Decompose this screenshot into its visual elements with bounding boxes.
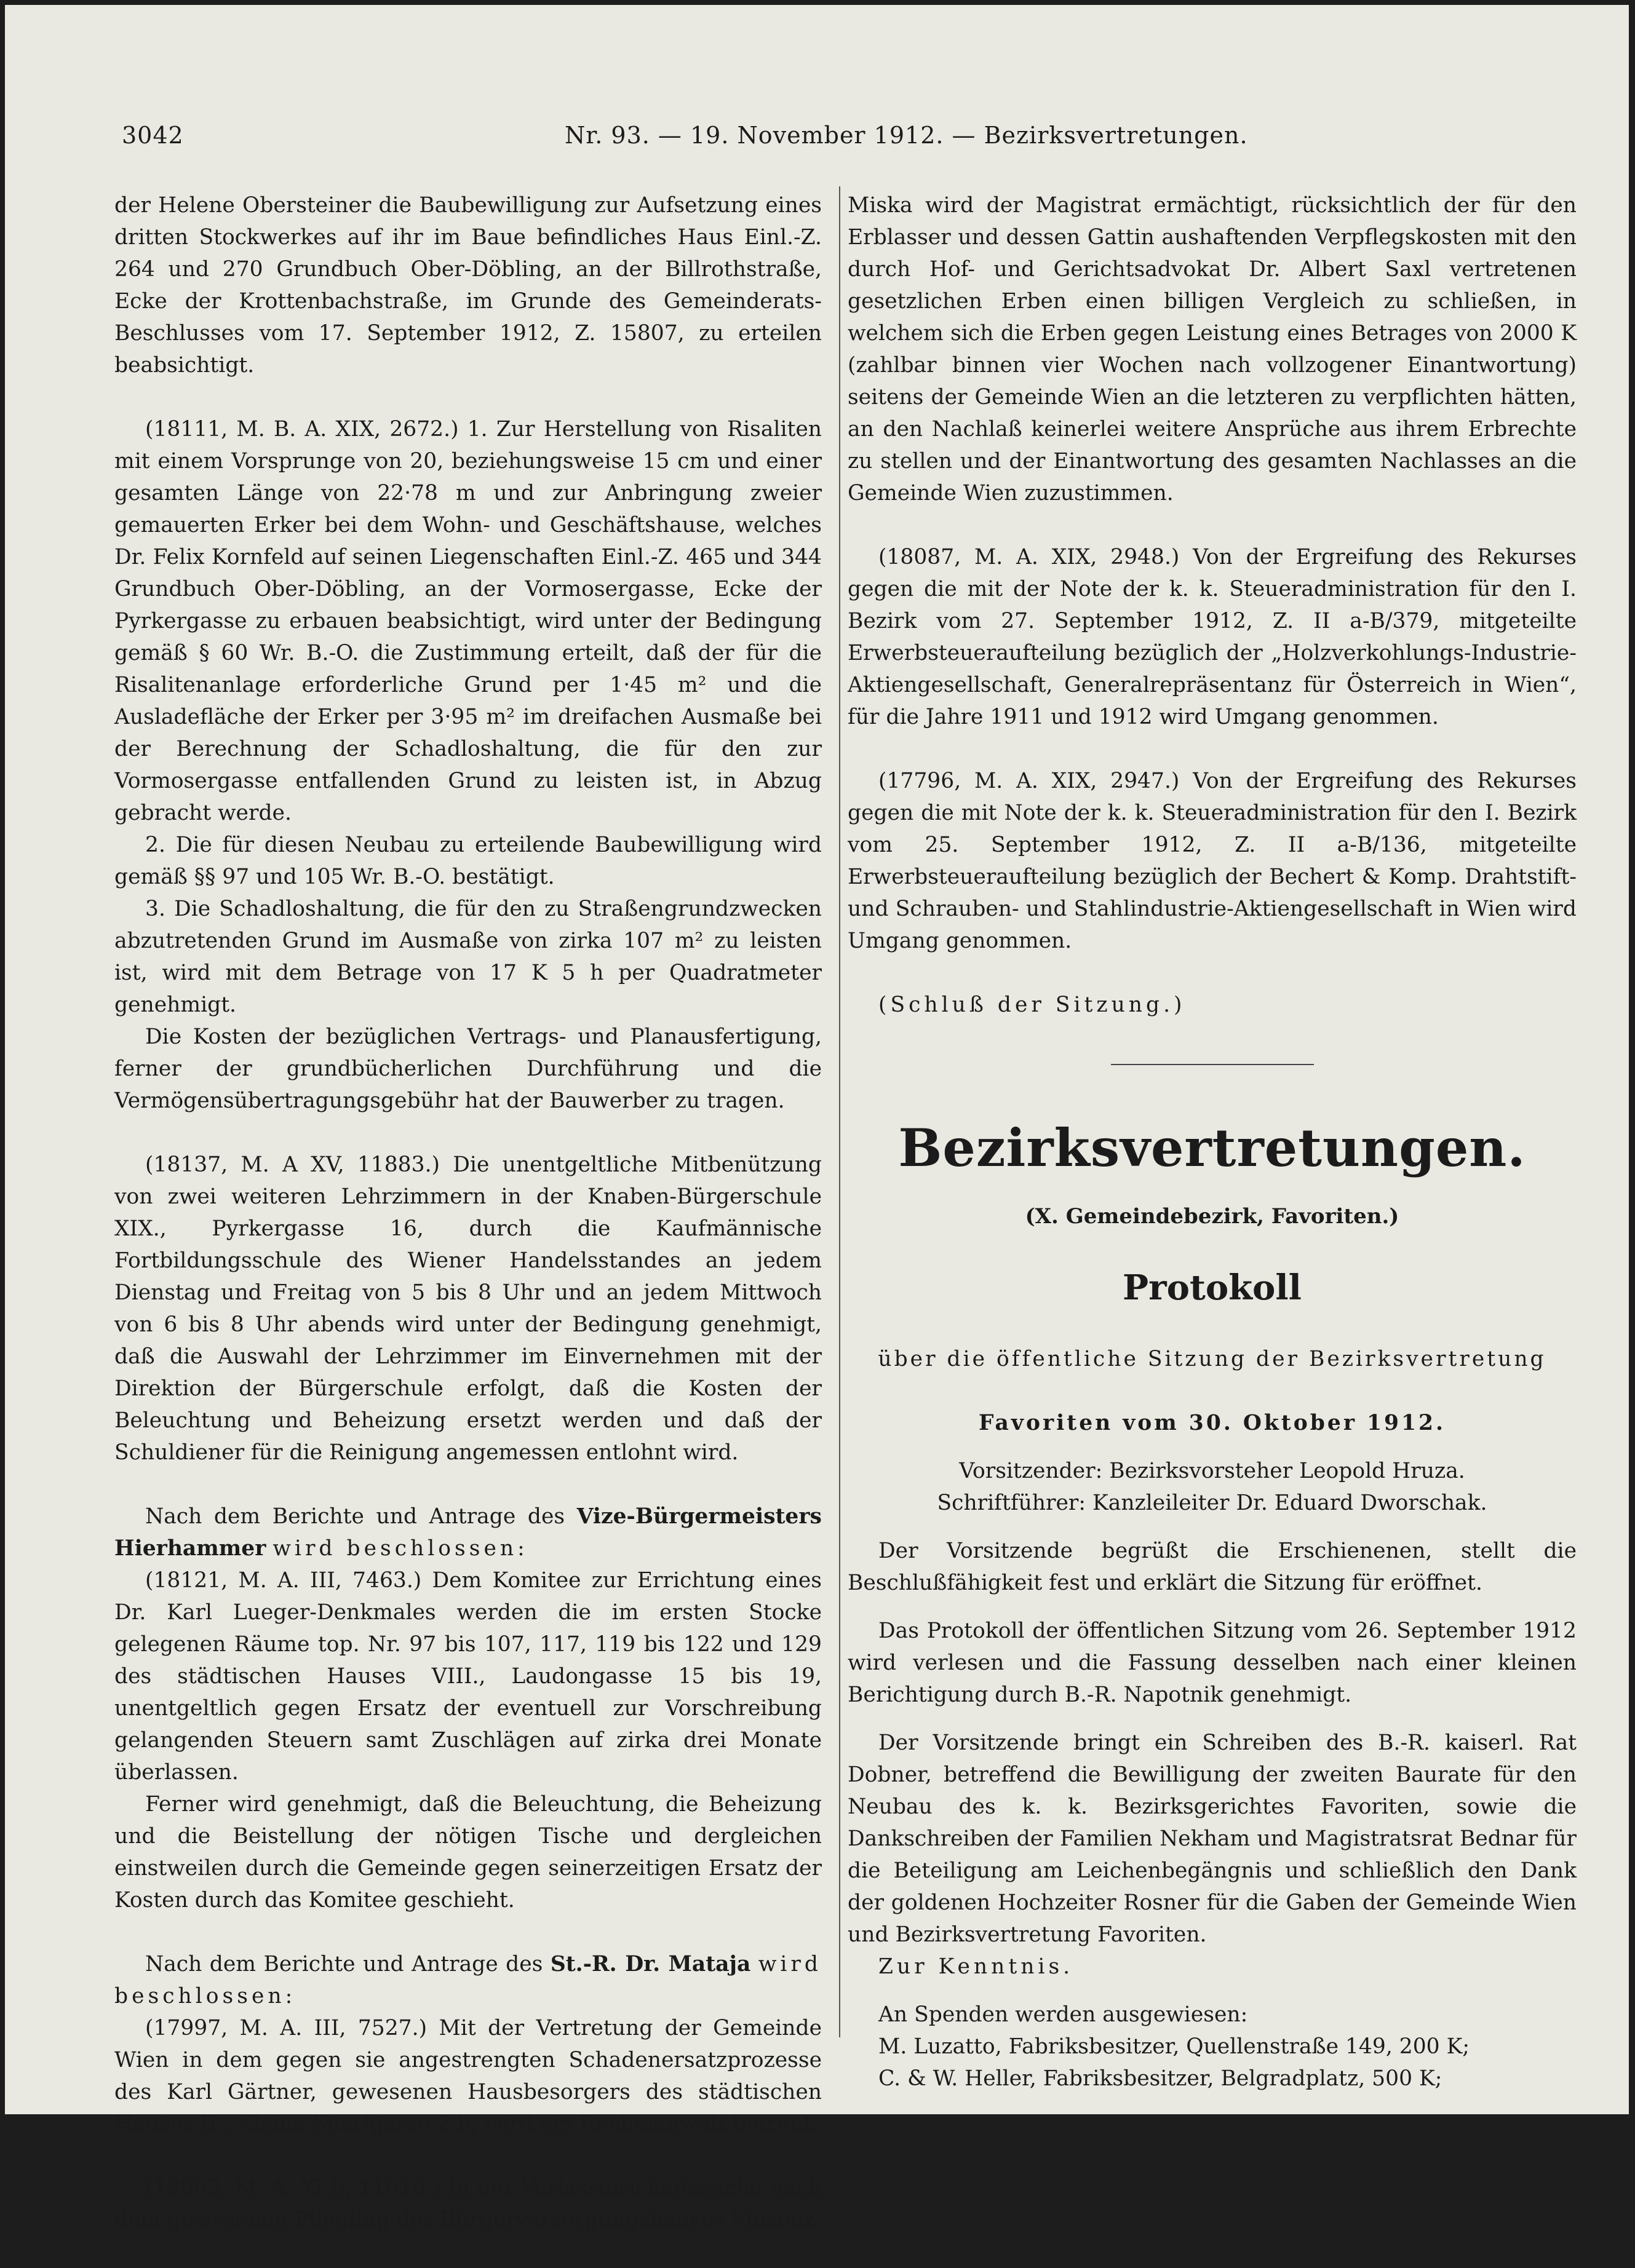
district-name: (X. Gemeindebezirk, Favoriten.): [1025, 1204, 1399, 1229]
header-title: Nr. 93. — 19. November 1912. — Bezirksvertretungen.: [565, 122, 1248, 149]
page-number: 3042: [122, 122, 184, 149]
paragraph: Das Protokoll der öffentlichen Sitzung vom 26. September 1912 wird verlesen und die Fassung desselben nach einer kleinen Berichtigung durch B.-R. Napotnik genehmigt.: [848, 1619, 1577, 1707]
paragraph: Der Vorsitzende bringt ein Schreiben des B.-R. kaiserl. Rat Dobner, betreffend die Bewilligung der zweiten Baurate für den Neubau des k. k. Bezirksgerichtes Favoriten, sowie die Dankschreiben der Familien Nekham und Magistratsrat Bednar für die Beteiligung am Leichenbegängnis und schließlich den Dank der goldenen Hochzeiter Rosner für die Gaben der Gemeinde Wien und Bezirksvertretung Favoriten.: [848, 1731, 1577, 1947]
paragraph: Ferner wird genehmigt, daß die Beleuchtung, die Beheizung und die Beistellung der nötigen Tische und dergleichen einstweilen durch die Gemeinde gegen seinerzeitigen Ersatz der Kosten durch das Komitee geschieht.: [114, 1792, 822, 1913]
chair-line: Vorsitzender: Bezirksvorsteher Leopold Hruza.: [959, 1459, 1465, 1483]
acknowledgement: Zur Kenntnis.: [878, 1954, 1074, 1979]
paragraph: Der Vorsitzende begrüßt die Erschienenen, stellt die Beschlußfähigkeit fest und erklärt die Sitzung für eröffnet.: [848, 1539, 1577, 1595]
paragraph: 2. Die für diesen Neubau zu erteilende Baubewilligung wird gemäß §§ 97 und 105 Wr. B.-O. bestätigt.: [114, 833, 822, 889]
resolution-word: wird beschlossen:: [272, 1536, 528, 1561]
resolution-word: wird beschlossen:: [114, 1952, 822, 2008]
section-title: Bezirksvertretungen.: [898, 1117, 1526, 1178]
page-header: [122, 122, 1500, 159]
speaker-name: Vize-Bürgermeisters Hierhammer: [114, 1504, 822, 1561]
protokoll-heading: Protokoll: [1123, 1267, 1302, 1308]
speaker-name: St.-R. Dr. Mataja: [550, 1952, 751, 1977]
newspaper-page: [5, 5, 1629, 2232]
column-divider: [839, 186, 840, 2037]
intro-text: Nach dem Berichte und Antrage des: [145, 1504, 565, 1529]
paragraph: Die Kosten der bezüglichen Vertrags- und Planausfertigung, ferner der grundbücherlichen Durchführung und die Vermögensübertragungsgebühr hat der Bauwerber zu tragen.: [114, 1025, 822, 1113]
right-column: [848, 189, 1577, 2095]
resolution-intro: [114, 1948, 822, 2012]
donations-intro: An Spenden werden ausgewiesen:: [878, 2002, 1248, 2027]
paragraph: (18137, M. A XV, 11883.) Die unentgeltliche Mitbenützung von zwei weiteren Lehrzimmern in der Knaben-Bürgerschule XIX., Pyrkergasse 16, durch die Kaufmännische Fortbildungsschule des Wiener Handelsstandes an jedem Dienstag und Freitag von 5 bis 8 Uhr und an jedem Mittwoch von 6 bis 8 Uhr abends wird unter der Bedingung genehmigt, daß die Auswahl der Lehrzimmer im Einvernehmen mit der Direktion der Bürgerschule erfolgt, daß die Kosten der Beleuchtung und Beheizung ersetzt werden und daß der Schuldiener für die Reinigung angemessen entlohnt wird.: [114, 1152, 822, 1465]
paragraph: (18111, M. B. A. XIX, 2672.) 1. Zur Herstellung von Risaliten mit einem Vorsprunge von 20, beziehungsweise 15 cm und einer gesamten Länge von 22·78 m und zur Anbringung zweier gemauerten Erker bei dem Wohn- und Geschäftshause, welches Dr. Felix Kornfeld auf seinen Liegenschaften Einl.-Z. 465 und 344 Grundbuch Ober-Döbling, an der Vormosergasse, Ecke der Pyrkergasse zu erbauen beabsichtigt, wird unter der Bedingung gemäß § 60 Wr. B.-O. die Zustimmung erteilt, daß der für die Risalitenanlage erforderliche Grund per 1·45 m² und die Ausladefläche der Erker per 3·95 m² im dreifachen Ausmaße bei der Berechnung der Schadloshaltung, die für den zur Vormosergasse entfallenden Grund zu leisten ist, in Abzug gebracht werde.: [114, 417, 822, 825]
resolution-intro: [114, 1501, 822, 1564]
paragraph: der Helene Obersteiner die Baubewilligung zur Aufsetzung eines dritten Stockwerkes auf ihr im Baue befindliches Haus Einl.-Z. 264 und 270 Grundbuch Ober-Döbling, an der Billrothstraße, Ecke der Krottenbachstraße, im Grunde des Gemeinderats-Beschlusses vom 17. September 1912, Z. 15807, zu erteilen beabsichtigt.: [114, 193, 822, 378]
left-column: [114, 189, 822, 2268]
protokoll-subline: über die öffentliche Sitzung der Bezirksvertretung: [878, 1347, 1546, 1371]
intro-text: Nach dem Berichte und Antrage des: [145, 1952, 543, 1977]
paragraph: (18063, M. A. XI b, 11610.) In der Verlassenschaftssache nach dem gewesenen Pflegling des Bürgerversorgungshauses Vinzenz: [114, 2176, 822, 2232]
paragraph: Miska wird der Magistrat ermächtigt, rücksichtlich der für den Erblasser und dessen Gattin aushaftenden Verpflegskosten mit den durch Hof- und Gerichtsadvokat Dr. Albert Saxl vertretenen gesetzlichen Erben einen billigen Vergleich zu schließen, in welchem sich die Erben gegen Leistung eines Betrages von 2000 K (zahlbar binnen vier Wochen nach vollzogener Einantwortung) seitens der Gemeinde Wien an die letzteren zu verpflichten hätten, an den Nachlaß keinerlei weitere Ansprüche aus ihrem Erbrechte zu stellen und der Einantwortung des gesamten Nachlasses an die Gemeinde Wien zuzustimmen.: [848, 193, 1577, 506]
paragraph: (17997, M. A. III, 7527.) Mit der Vertretung der Gemeinde Wien in dem gegen sie angestrengten Schadenersatzprozesse des Karl Gärtner, gewesenen Hausbesorgers des städtischen Hauses II., Kleine Sperlgasse 2 b, wird ein Rechtsanwalt betraut.: [114, 2016, 822, 2136]
paragraph: (17796, M. A. XIX, 2947.) Von der Ergreifung des Rekurses gegen die mit Note der k. k. Steueradministration für den I. Bezirk vom 25. September 1912, Z. II a-B/136, mitgeteilte Erwerbsteueraufteilung bezüglich der Bechert & Komp. Drahtstift- und Schrauben- und Stahlindustrie-Aktiengesellschaft in Wien wird Umgang genommen.: [848, 769, 1577, 953]
section-divider-rule: [1111, 1064, 1314, 1065]
paragraph: 3. Die Schadloshaltung, die für den zu Straßengrundzwecken abzutretenden Grund im Ausmaße von zirka 107 m² zu leisten ist, wird mit dem Betrage von 17 K 5 h per Quadratmeter genehmigt.: [114, 897, 822, 1017]
paragraph: (18087, M. A. XIX, 2948.) Von der Ergreifung des Rekurses gegen die mit der Note der k. k. Steueradministration für den I. Bezirk vom 27. September 1912, Z. II a-B/379, mitgeteilte Erwerbsteueraufteilung bezüglich der „Holzverkohlungs-Industrie-Aktiengesellschaft, Generalrepräsentanz für Österreich in Wien“, für die Jahre 1911 und 1912 wird Umgang genommen.: [848, 545, 1577, 729]
donation-entry: M. Luzatto, Fabriksbesitzer, Quellenstraße 149, 200 K;: [878, 2034, 1470, 2059]
paragraph: (18121, M. A. III, 7463.) Dem Komitee zur Errichtung eines Dr. Karl Lueger-Denkmales werden die im ersten Stocke gelegenen Räume top. Nr. 97 bis 107, 117, 119 bis 122 und 129 des städtischen Hauses VIII., Laudongasse 15 bis 19, unentgeltlich gegen Ersatz der eventuell zur Vorschreibung gelangenden Steuern samt Zuschlägen auf zirka drei Monate überlassen.: [114, 1568, 822, 1785]
secretary-line: Schriftführer: Kanzleileiter Dr. Eduard Dworschak.: [937, 1491, 1487, 1515]
donation-entry: C. & W. Heller, Fabriksbesitzer, Belgradplatz, 500 K;: [878, 2066, 1442, 2091]
session-closing: (Schluß der Sitzung.): [878, 993, 1186, 1017]
protokoll-date: Favoriten vom 30. Oktober 1912.: [978, 1411, 1446, 1435]
